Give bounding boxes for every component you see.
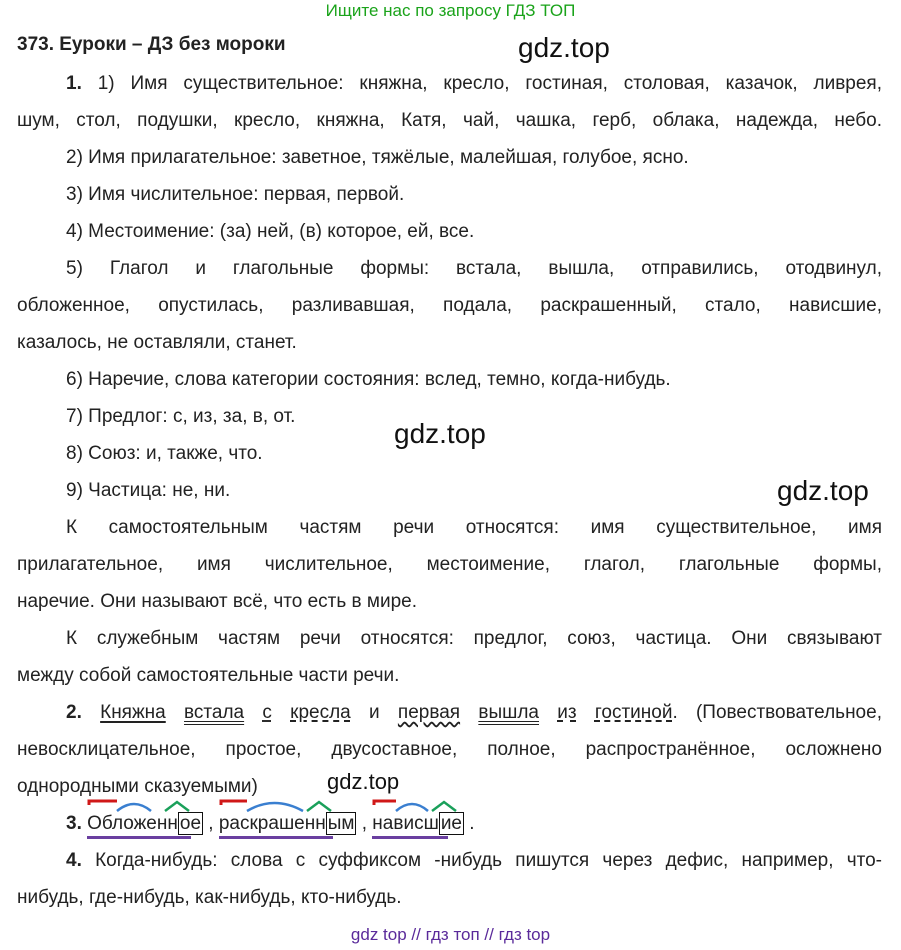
- word-base-line: [219, 836, 333, 839]
- adverbial-word: гостиной: [594, 702, 673, 723]
- s2-rest: . (Повествовательное,: [672, 702, 882, 723]
- morpheme-marks: [87, 801, 217, 815]
- s1-line-9: 6) Наречие, слова категории состояния: вслед, темно, когда-нибудь.: [66, 369, 671, 390]
- s1-line-7: обложенное, опустилась, разливавшая, подала, раскрашенный, стало, нависшие,: [17, 295, 882, 316]
- s1-line-2: шум, стол, подушки, кресло, княжна, Катя, чай, чашка, герб, облака, надежда, небо.: [17, 110, 882, 131]
- s3-line: [17, 813, 882, 835]
- s1-line-12: 9) Частица: не, ни.: [66, 480, 231, 501]
- adverbial-word: из: [557, 702, 577, 723]
- morpheme-word: [87, 813, 203, 835]
- s1-line-14: прилагательное, имя числительное, местоимение, глагол, глагольные формы,: [17, 554, 882, 575]
- top-banner: Ищите нас по запросу ГДЗ ТОП: [325, 1, 576, 20]
- s1-line-5: 4) Местоимение: (за) ней, (в) которое, ей, все.: [66, 221, 475, 242]
- s1-line-15: наречие. Они называют всё, что есть в мире.: [17, 591, 417, 612]
- morpheme-marks: [372, 801, 482, 815]
- comma: ,: [361, 813, 368, 834]
- morpheme-marks: [219, 801, 359, 815]
- s1-line-6: 5) Глагол и глагольные формы: встала, вышла, отправились, отодвинул,: [66, 258, 882, 279]
- watermark: gdz.top: [518, 32, 610, 63]
- attribute-word: первая: [397, 702, 461, 723]
- word-ending: ие: [440, 813, 462, 834]
- s1-line-13: К самостоятельным частям речи относятся: имя существительное, имя: [66, 517, 882, 538]
- comma: ,: [208, 813, 214, 834]
- page-title: 373. Еуроки – ДЗ без мороки: [17, 34, 286, 55]
- adverbial-word: с: [262, 702, 272, 723]
- watermark: gdz.top: [777, 475, 869, 506]
- morpheme-word: [219, 813, 357, 835]
- word-ending: ое: [179, 813, 202, 834]
- s2-number: 2.: [66, 702, 82, 723]
- morpheme-word: [372, 813, 464, 835]
- s1-line-16: К служебным частям речи относятся: предлог, союз, частица. Они связывают: [66, 628, 882, 649]
- watermark: gdz.top: [394, 418, 486, 449]
- s2-line-3: однородными сказуемыми): [17, 776, 258, 797]
- watermark: gdz.top: [327, 769, 400, 794]
- word-base-line: [87, 836, 191, 839]
- s3-number: 3.: [66, 813, 82, 834]
- s1-line-3: 2) Имя прилагательное: заветное, тяжёлые, малейшая, голубое, ясно.: [66, 147, 689, 168]
- word-ending: ым: [327, 813, 355, 834]
- s1-text: 1) Имя существительное: княжна, кресло, гостиная, столовая, казачок, ливрея,: [97, 73, 883, 94]
- adverbial-word: кресла: [290, 702, 351, 723]
- s1-line-1: [17, 73, 882, 95]
- footer-links: gdz top // гдз топ // гдз top: [350, 925, 551, 944]
- conjunction-word: и: [369, 702, 380, 723]
- word-base-line: [372, 836, 448, 839]
- s4-number: 4.: [66, 850, 82, 871]
- period: .: [469, 813, 475, 834]
- subject-word: Княжна: [100, 702, 166, 723]
- s1-line-17: между собой самостоятельные части речи.: [17, 665, 400, 686]
- s4-text: Когда-нибудь: слова с суффиксом -нибудь пишутся через дефис, например, что-: [95, 850, 882, 871]
- s1-number: 1.: [66, 73, 82, 94]
- word-stem: нависш: [372, 813, 439, 834]
- s1-line-10: 7) Предлог: с, из, за, в, от.: [66, 406, 296, 427]
- s4-line-2: нибудь, где-нибудь, как-нибудь, кто-нибудь.: [17, 887, 402, 908]
- word-stem: раскрашенн: [218, 813, 326, 834]
- predicate-word: вышла: [478, 702, 539, 723]
- s1-line-4: 3) Имя числительное: первая, первой.: [66, 184, 405, 205]
- s2-line-2: невосклицательное, простое, двусоставное, полное, распространённое, осложнено: [17, 739, 882, 760]
- s1-line-8: казалось, не оставляли, станет.: [17, 332, 297, 353]
- s4-line-1: [17, 850, 882, 872]
- word-stem: Обложенн: [87, 813, 178, 834]
- s1-line-11: 8) Союз: и, также, что.: [66, 443, 263, 464]
- s2-line-1: [17, 702, 882, 724]
- predicate-word: встала: [184, 702, 245, 723]
